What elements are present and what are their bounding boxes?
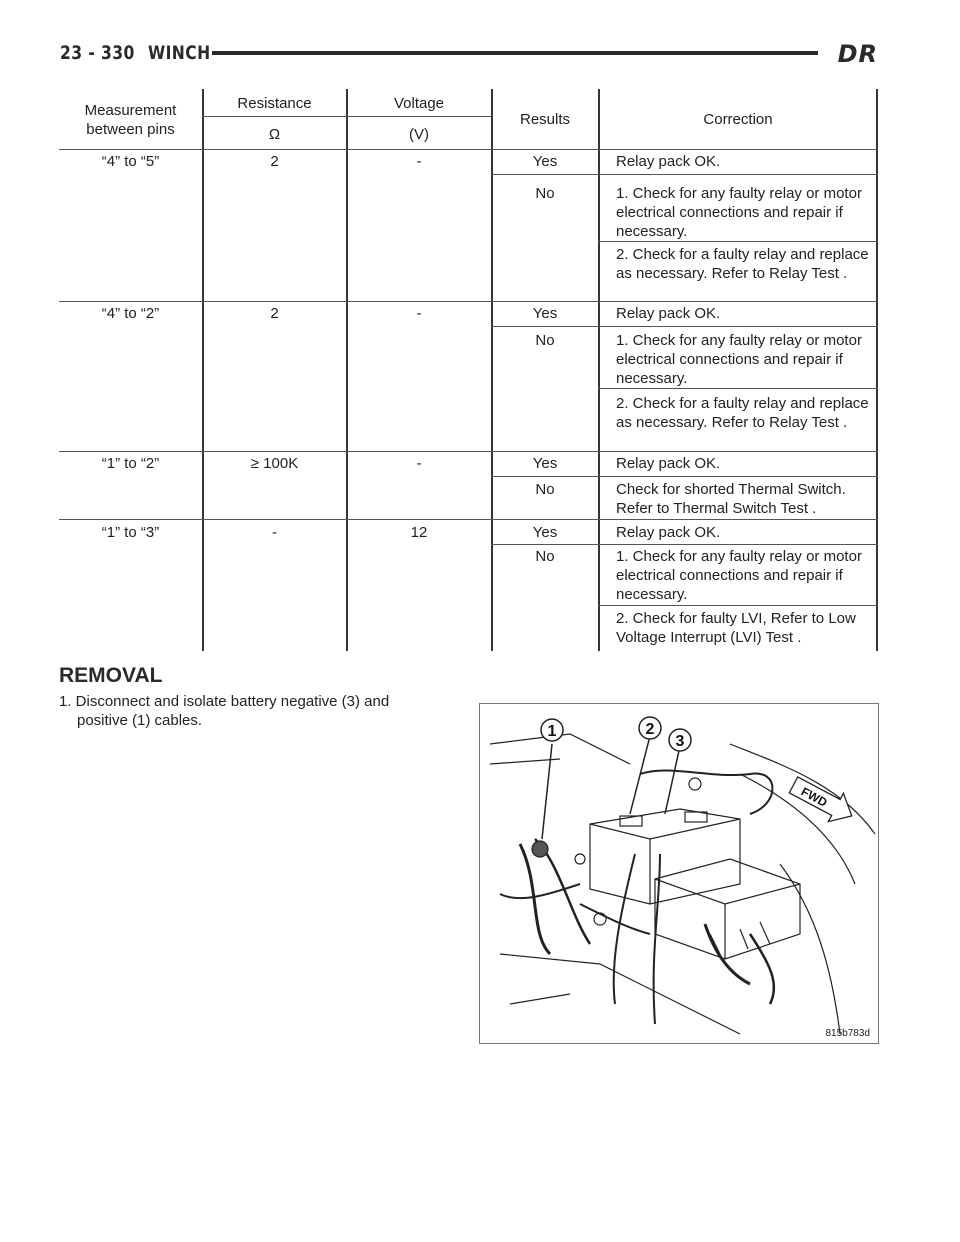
table-rule <box>598 241 878 242</box>
fwd-label: FWD <box>798 784 830 810</box>
row-resistance: 2 <box>270 153 279 170</box>
callout-2: 2 <box>645 721 655 738</box>
row-correction-no-2: 2. Check for faulty LVI, Refer to Low Voltage Interrupt (LVI) Test . <box>616 610 856 646</box>
row-correction-no-1: 1. Check for any faulty relay or motor electrical connections and repair if necessary. <box>616 548 862 603</box>
table-rule <box>598 605 878 606</box>
row-correction-no-1: 1. Check for any faulty relay or motor electrical connections and repair if necessary. <box>616 185 862 240</box>
row-resistance: ≥ 100K <box>250 455 299 472</box>
table-rule <box>59 451 878 452</box>
row-result-no: No <box>535 548 555 565</box>
row-result-no: No <box>535 185 555 202</box>
row-voltage: - <box>416 305 422 322</box>
model-code: DR <box>837 40 878 68</box>
row-correction-yes: Relay pack OK. <box>616 153 721 170</box>
header-correction: Correction <box>703 111 773 128</box>
row-pins: “4” to “2” <box>101 305 160 322</box>
row-voltage: 12 <box>410 524 428 541</box>
battery-cable-figure <box>479 703 879 1044</box>
row-pins: “1” to “2” <box>101 455 160 472</box>
section-title: WINCH <box>148 42 211 64</box>
figure-caption: 815b783d <box>825 1028 870 1039</box>
step-text: 1. Disconnect and isolate battery negative (3) and <box>59 693 390 710</box>
row-result-yes: Yes <box>532 455 558 472</box>
header-voltage: Voltage <box>393 95 445 112</box>
table-rule <box>491 174 878 175</box>
removal-step-1 <box>59 692 443 730</box>
row-result-no: No <box>535 481 555 498</box>
fwd-arrow-icon <box>786 771 859 830</box>
header-resistance: Resistance <box>237 95 312 112</box>
row-resistance: - <box>272 524 277 541</box>
table-col-divider <box>346 89 348 651</box>
row-correction-no-1: Check for shorted Thermal Switch. Refer to Thermal Switch Test . <box>616 481 846 517</box>
header-voltage-unit: (V) <box>409 126 429 143</box>
row-pins: “4” to “5” <box>101 153 160 170</box>
row-correction-no-1: 1. Check for any faulty relay or motor electrical connections and repair if necessary. <box>616 332 862 387</box>
table-rule <box>598 388 878 389</box>
table-rule <box>491 476 878 477</box>
row-result-no: No <box>535 332 555 349</box>
section-heading-removal: REMOVAL <box>59 664 163 687</box>
header-measurement: Measurement between pins <box>84 102 177 138</box>
table-rule <box>202 116 491 117</box>
engine-bay-illustration <box>480 704 878 1043</box>
header-results: Results <box>519 111 571 128</box>
table-rule <box>491 544 878 545</box>
page-header <box>60 40 878 70</box>
row-correction-yes: Relay pack OK. <box>616 455 721 472</box>
callout-3: 3 <box>675 733 685 750</box>
row-voltage: - <box>416 153 422 170</box>
diagnostic-table <box>59 89 878 651</box>
row-result-yes: Yes <box>532 305 558 322</box>
row-voltage: - <box>416 455 422 472</box>
callout-1: 1 <box>547 723 557 740</box>
table-rule <box>59 149 878 150</box>
row-resistance: 2 <box>270 305 279 322</box>
table-rule <box>59 301 878 302</box>
table-rule <box>491 326 878 327</box>
row-correction-yes: Relay pack OK. <box>616 524 721 541</box>
page-number: 23 - 330 <box>60 42 135 64</box>
row-correction-no-2: 2. Check for a faulty relay and replace as necessary. Refer to Relay Test . <box>616 395 869 431</box>
row-result-yes: Yes <box>532 524 558 541</box>
row-correction-no-2: 2. Check for a faulty relay and replace as necessary. Refer to Relay Test . <box>616 246 869 282</box>
row-correction-yes: Relay pack OK. <box>616 305 721 322</box>
table-col-divider <box>202 89 204 651</box>
row-result-yes: Yes <box>532 153 558 170</box>
step-text-continued: positive (1) cables. <box>77 712 203 729</box>
row-pins: “1” to “3” <box>101 524 160 541</box>
header-rule <box>212 51 818 55</box>
header-resistance-unit: Ω <box>268 126 281 143</box>
table-rule <box>59 519 878 520</box>
